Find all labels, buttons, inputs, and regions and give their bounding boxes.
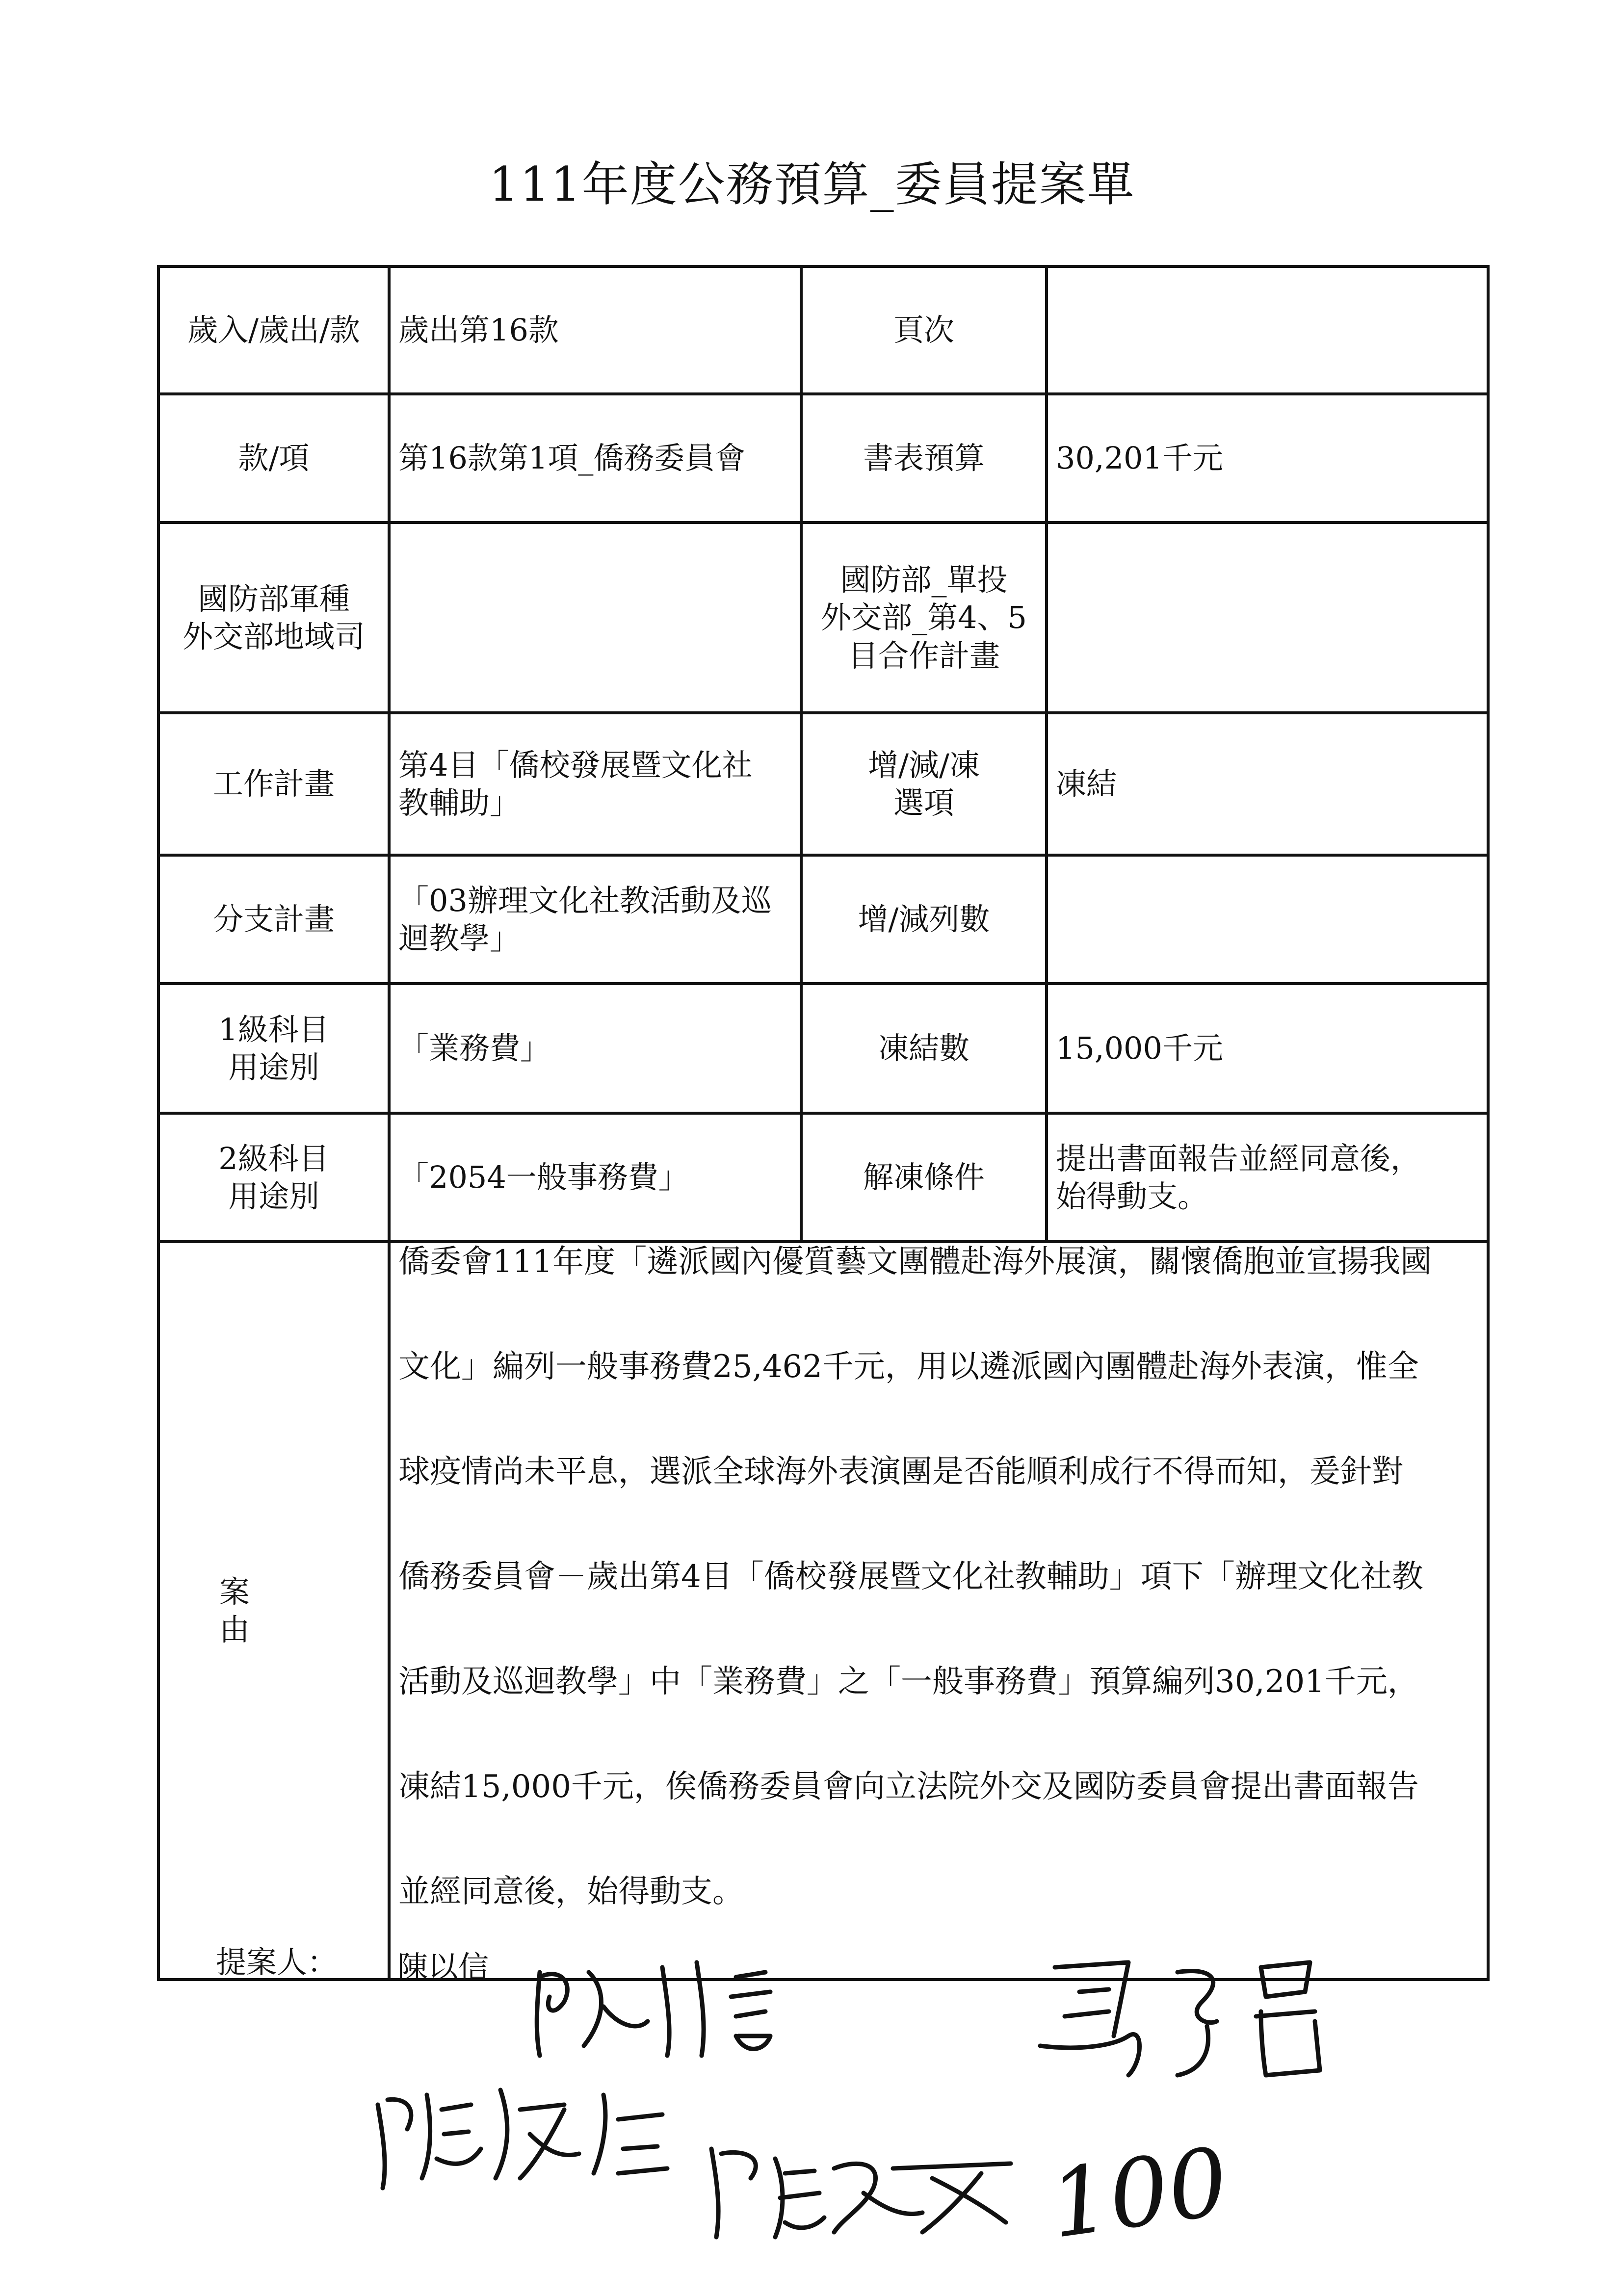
row-label: 增/減/凍 選項	[801, 713, 1047, 855]
reason-line: 文化」編列一般事務費25,462千元，用以遴派國內團體赴海外表演，惟全	[398, 1349, 1419, 1385]
reason-line: 並經同意後，始得動支。	[398, 1874, 744, 1910]
row-label: 工作計畫	[158, 713, 389, 855]
reason-label: 案由	[219, 1573, 328, 1647]
handwritten-annotation: 100	[1043, 2127, 1235, 2260]
signature-4	[711, 2149, 1011, 2237]
row-value: 凍結	[1047, 713, 1488, 855]
page-title: 111年度公務預算_委員提案單	[489, 157, 1135, 212]
row-label: 凍結數	[801, 984, 1047, 1113]
row-label: 分支計畫	[158, 855, 389, 984]
row-label: 款/項	[158, 394, 389, 522]
row-label: 國防部_單投 外交部_第4、5 目合作計畫	[801, 522, 1047, 713]
reason-line: 僑務委員會－歲出第4目「僑校發展暨文化社教輔助」項下「辦理文化社教	[398, 1559, 1423, 1595]
proposer-name: 陳以信	[397, 1949, 489, 1985]
row-value: 第4目「僑校發展暨文化社 教輔助」	[389, 713, 801, 855]
signature-2	[1040, 1962, 1320, 2075]
row-label: 書表預算	[801, 394, 1047, 522]
row-value: 「業務費」	[389, 984, 801, 1113]
proposer-label: 提案人：	[216, 1944, 338, 1980]
row-label: 2級科目 用途別	[158, 1113, 389, 1242]
row-label: 解凍條件	[801, 1113, 1047, 1242]
reason-line: 僑委會111年度「遴派國內優質藝文團體赴海外展演，關懷僑胞並宣揚我國	[398, 1244, 1432, 1280]
row-label: 1級科目 用途別	[158, 984, 389, 1113]
row-value: 15,000千元	[1047, 984, 1488, 1113]
reason-line: 凍結15,000千元，俟僑務委員會向立法院外交及國防委員會提出書面報告	[398, 1769, 1419, 1805]
signature-1	[537, 1962, 770, 2056]
row-value: 「2054一般事務費」	[389, 1113, 801, 1242]
row-label: 歲入/歲出/款	[158, 266, 389, 394]
signature-3	[378, 2090, 667, 2188]
row-value: 30,201千元	[1047, 394, 1488, 522]
row-label: 頁次	[801, 266, 1047, 394]
row-label: 國防部軍種 外交部地域司	[158, 522, 389, 713]
row-value: 「03辦理文化社教活動及巡 迴教學」	[389, 855, 801, 984]
row-value: 第16款第1項_僑務委員會	[389, 394, 801, 522]
reason-line: 活動及巡迴教學」中「業務費」之「一般事務費」預算編列30,201千元，	[398, 1664, 1419, 1700]
row-label: 增/減列數	[801, 855, 1047, 984]
reason-line: 球疫情尚未平息，選派全球海外表演團是否能順利成行不得而知，爰針對	[398, 1454, 1403, 1490]
row-value: 提出書面報告並經同意後， 始得動支。	[1047, 1113, 1488, 1242]
row-value: 歲出第16款	[389, 266, 801, 394]
